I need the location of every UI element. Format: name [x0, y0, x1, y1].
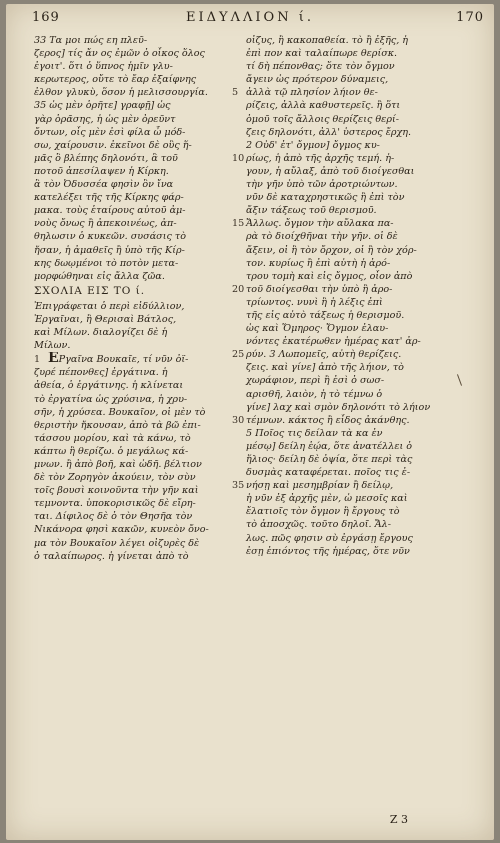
text-line: [232, 322, 478, 335]
line-text: ζεις δηλονότι, ἀλλ' ὑστερος ἔρχη.: [246, 126, 412, 138]
text-line: [232, 440, 478, 453]
line-text: οἰζυς, ἢ κακοπαθεία. τὸ ἢ ἐξῆς, ἡ: [246, 35, 409, 46]
line-text: ποτοῦ ἀπεσίλαψεν ἡ Κίρκη.: [34, 165, 169, 177]
signature-mark: Ζ 3: [389, 813, 408, 826]
line-text: ἀθεία, ὁ ἐργάτινης. ἡ κλίνεται: [34, 380, 184, 392]
line-text: Νικάνορα φησὶ κακῶν, κυνεὸν ὄνο-: [34, 524, 209, 536]
text-line: [34, 471, 232, 484]
text-line: [34, 113, 232, 126]
line-text: ΣΧΟΛΙΑ ΕΙΣ ΤΟ ί.: [34, 284, 146, 297]
text-line: [34, 300, 232, 313]
line-text: αρισθῆ, λαιὸν, ἡ τὸ τέμνω ὁ: [246, 388, 383, 400]
text-line: [232, 283, 478, 296]
line-text: ἐσῃ ἐπιόντος τῆς ἡμέρας, ὅτε νῦν: [246, 545, 410, 557]
line-text: Μίλων.: [34, 340, 71, 352]
line-text: κης δωῳμένοι τὸ ποτὸν μετα-: [34, 257, 179, 269]
text-line: [34, 270, 232, 283]
text-line: [34, 510, 232, 523]
text-line: [232, 361, 478, 374]
text-line: [34, 34, 232, 47]
line-text: κατελέξει τῆς τῆς Κίρκης φάρ-: [34, 192, 184, 204]
text-line: [34, 497, 232, 510]
line-text: ἔλατιοῖς τὸν ὄγμον ἢ ἔργους τὸ: [246, 506, 400, 518]
text-line: [232, 532, 478, 545]
line-text: τὸ ἀποσχῶς. τοῦτο δηλοῖ. Ἄλ-: [246, 519, 392, 531]
line-text: μνων. ἢ ἀπὸ βοῆ, καὶ ὠδῆ. βέλτιον: [34, 459, 202, 470]
line-text: μέσῳ] δείλη ἑῴα, ὅτε ἀνατέλλει ὁ: [246, 440, 413, 452]
text-line: [34, 339, 232, 352]
line-text: νήσῃ καὶ μεσημβρίαν ἢ δείλῳ,: [246, 480, 394, 492]
line-text: νόντες ἑκατέρωθεν ἡμέρας κατ' ἀρ-: [246, 336, 421, 348]
line-text: νοὺς ὄνως ἢ ἀπεκοινέως, ἀπ-: [34, 218, 177, 230]
text-line: [34, 139, 232, 152]
line-text: τοῖς βουσὶ κοινοῦντα τὴν γῆν καὶ: [34, 485, 199, 497]
line-text: τεμνοντα. ὑποκορισικῶς δὲ εἴρη-: [34, 498, 196, 510]
line-number: 5: [232, 87, 239, 99]
line-text: ἐλθον γλυκὺ, ὅσον ἡ μελισσουργία.: [34, 87, 208, 99]
text-line: [232, 178, 478, 191]
line-text: τρου τομὴ καὶ εἰς ὄγμος, οἷον ἀπὸ: [246, 270, 413, 282]
text-line: [34, 230, 232, 243]
text-line: [232, 99, 478, 112]
text-line: [34, 366, 232, 379]
line-text: καὶ Μίλων. διαλογίζει δὲ ἡ: [34, 327, 168, 339]
text-line: [232, 244, 478, 257]
line-number: 10: [232, 152, 245, 164]
line-text: ἄξιν τάξεως τοῦ θερισμοῦ.: [246, 205, 377, 217]
line-text: 35 ὡς μὲν ὁρῆτε] γραφῇ] ὡς: [34, 100, 171, 112]
line-text: θεριστὴν ἤκουσαν, ἀπὸ τὰ βῶ ἐπι-: [34, 419, 201, 431]
text-line: [34, 99, 232, 112]
line-text: τον. κυρίως ἢ ἐπὶ αὐτὴ ἡ ἀρό-: [246, 257, 391, 269]
line-text: μακα. τοὺς ἑταίρους αὐτοῦ ἀμ-: [34, 205, 186, 217]
line-number: 20: [232, 283, 245, 295]
text-line: [34, 285, 232, 298]
line-text: γίνε] λαχ καὶ σμὸν δηλονότι τὸ λήιον: [246, 401, 431, 413]
line-text: ρύν. 3 Λωπομεῖς, αὐτὴ θερίζεις.: [246, 349, 402, 361]
line-text: ὡς καὶ Ὅμηρος· Ὄγμον ἐλαυ-: [246, 323, 389, 335]
text-line: [232, 505, 478, 518]
line-text: γουν, ἡ αὔλαξ, ἀπὸ τοῦ διοίγεσθαι: [246, 165, 415, 177]
line-text: Ργαῖνα Βουκαῖε, τί νῦν ὀϊ-: [58, 354, 189, 366]
line-text: μα τὸν Βουκαῖον λέγει οἰζυρὲς δὲ: [34, 537, 200, 549]
page-number-left: 169: [32, 10, 60, 25]
text-line: [232, 466, 478, 479]
text-line: [34, 379, 232, 392]
text-line: [34, 217, 232, 230]
line-number: 35: [232, 480, 245, 492]
text-line: [232, 152, 478, 165]
line-text: τοῦ διοίγεσθαι τὴν ὑπὸ ἢ ἀρο-: [246, 283, 393, 295]
page-number-right: 170: [456, 10, 484, 25]
line-number: 15: [232, 218, 245, 230]
text-line: [232, 545, 478, 558]
line-text: ρίζεις, ἀλλὰ καθυστερεῖς. ἢ ὅτι: [246, 100, 401, 112]
right-text-column: [232, 34, 478, 558]
text-line: [34, 60, 232, 73]
line-text: δὲ τὸν Ζορηγὸν ἀκούειν, τὸν σὺν: [34, 472, 196, 484]
line-text: τῆς εἰς αὐτὸ τάξεως ἡ θερισμοῦ.: [246, 309, 405, 321]
line-text: κερωτερος, οὔτε τὸ ἔαρ ἐξαίφνης: [34, 74, 197, 86]
line-text: ἀλλὰ τῷ πλησίον λήιον θε-: [246, 87, 378, 99]
text-line: [34, 537, 232, 550]
line-text: σω, χαίρουσιν. ἐκεῖνοι δὲ οὓς ἥ-: [34, 139, 192, 151]
text-line: [34, 550, 232, 563]
line-text: 5 Ποῖος τις δείλαν τὰ κα ἐν: [246, 427, 383, 439]
line-text: Ἄλλως. ὄγμον τὴν αὔλακα πα-: [246, 218, 394, 230]
text-line: [232, 73, 478, 86]
text-line: [232, 47, 478, 60]
line-text: μᾶς ὃ βλέπης δηλονότι, ἃ τοῦ: [34, 152, 178, 164]
text-line: [232, 139, 478, 152]
line-text: 33 Τα μοι πώς εη πλεῦ-: [34, 35, 148, 46]
line-text: ἐγοιτ'. ὅτι ὁ ὕπνος ἡμῖν γλυ-: [34, 61, 173, 73]
line-text: ἄξειν, οἱ ἢ τὸν ὄρχον, οἱ ἢ τὸν χόρ-: [246, 244, 417, 256]
text-line: [232, 230, 478, 243]
line-text: κάπτω ἢ θερίζω. ὁ μεγάλως κά-: [34, 445, 189, 457]
line-text: ἥλιος· δείλη δὲ ὀψία, ὅτε περὶ τὰς: [246, 454, 413, 465]
line-text: τέμνων. κάκτος ἢ εἶδος ἀκάνθης.: [246, 414, 410, 426]
text-line: [232, 414, 478, 427]
text-line: [34, 86, 232, 99]
line-text: τὴν γῆν ὑπὸ τῶν ἀροτριώντων.: [246, 179, 398, 191]
text-line: [232, 388, 478, 401]
line-text: χωράφιον, περὶ ἢ ἐσὶ ὁ σωσ-: [246, 375, 385, 387]
text-line: [232, 270, 478, 283]
line-text: γὰρ ὁρᾶσης, ἡ ὡς μὲν ὀρεῦντ: [34, 113, 176, 125]
text-line: [34, 165, 232, 178]
text-line: [34, 191, 232, 204]
drop-capital: Ε: [48, 352, 59, 367]
text-line: [232, 479, 478, 492]
text-line: [232, 348, 478, 361]
text-line: [34, 47, 232, 60]
text-line: [232, 34, 478, 47]
text-line: [34, 152, 232, 165]
text-line: [34, 126, 232, 139]
text-line: [232, 427, 478, 440]
book-page: [6, 4, 494, 840]
text-line: [34, 406, 232, 419]
text-line: [34, 523, 232, 536]
text-line: [34, 458, 232, 471]
text-line: [232, 217, 478, 230]
line-text: θηλωσιν ὁ κυκεῶν. συσάσις τὸ: [34, 231, 186, 243]
line-text: ἃ τὸν Ὀδυσσέα φησὶν ὃν ἴνα: [34, 179, 174, 191]
text-line: [232, 518, 478, 531]
line-text: ρὰ τὸ διοίχθῆναι τὴν γῆν. οἱ δὲ: [246, 231, 398, 243]
line-number: 30: [232, 414, 245, 426]
line-text: τί δὴ πέπονθας; ὅτε τὸν ὄγμον: [246, 61, 395, 73]
line-text: νῦν δὲ καταχρηστικῶς ἢ ἐπὶ τὸν: [246, 192, 405, 204]
line-text: ἐπὶ πον καὶ ταλαίπωρε θερίσκ.: [246, 48, 398, 60]
text-line: [34, 393, 232, 406]
text-line: [34, 244, 232, 257]
line-text: ἄγειν ὡς πρότερον δύναμεις,: [246, 74, 389, 86]
line-text: λως. πῶς φησιν σὺ ἐργάσῃ ἔργους: [246, 532, 413, 544]
line-text: ἡ νῦν ἐξ ἀρχῆς μὲν, ὡ μεσοῖς καὶ: [246, 493, 408, 505]
line-number: 25: [232, 349, 245, 361]
line-text: ται. Δίφιλος δὲ ὁ τὸν Θησῆα τὸν: [34, 511, 193, 523]
line-text: σῆν, ἡ χρύσεα. Βουκαῖον, οἱ μὲν τὸ: [34, 406, 206, 418]
left-text-column: [34, 34, 232, 563]
text-line: [232, 296, 478, 309]
running-title: ΕΙΔΥΛΛΙΟΝ ί.: [186, 10, 314, 25]
text-line: [232, 60, 478, 73]
text-line: [34, 73, 232, 86]
line-text: ἤσαν, ἡ ἀμαθεῖς ἢ ὑπὸ τῆς Κίρ-: [34, 244, 185, 256]
line-text: δυσμὰς καταφέρεται. ποῖος τις ἐ-: [246, 467, 411, 479]
line-text: ζερος] τίς ἄν ος ἐμῶν ὁ οἶκος ὅλος: [34, 48, 205, 60]
text-line: [34, 326, 232, 339]
line-text: τρίωντος. νυνὶ ἢ ἡ λέξις ἐπὶ: [246, 296, 383, 308]
text-line: [232, 401, 478, 414]
line-number: 1: [34, 354, 41, 366]
line-text: ὁμοῦ τοῖς ἄλλοις θερίζεις θερί-: [246, 113, 399, 125]
text-line: [232, 335, 478, 348]
line-text: τὸ ἐργατίνα ὡς χρύσινα, ἡ χρυ-: [34, 393, 188, 405]
text-line: [34, 419, 232, 432]
line-text: ζεις. καὶ γίνε] ἀπὸ τῆς λήιον, τὸ: [246, 362, 404, 374]
text-line: [34, 313, 232, 326]
line-text: τάσσου μορίου, καὶ τὰ κάνω, τὸ: [34, 432, 191, 444]
text-line: [232, 257, 478, 270]
text-line: [34, 432, 232, 445]
text-line: [232, 191, 478, 204]
line-text: ὁ ταλαίπωρος. ἡ γίνεται ἀπὸ τὸ: [34, 550, 189, 562]
text-line: [34, 204, 232, 217]
text-line: [34, 257, 232, 270]
text-line: [232, 374, 478, 387]
text-line: [232, 126, 478, 139]
text-line: [232, 453, 478, 466]
line-text: ζυρέ πέπονθες] ἐργάτινα. ἡ: [34, 367, 168, 379]
text-line: [34, 178, 232, 191]
text-line: [232, 86, 478, 99]
line-text: Ἐπιγράφεται ὁ περὶ εἰδύλλιον,: [34, 300, 185, 312]
line-text: ρίως, ἡ ἀπὸ τῆς ἀρχῆς τεμή. ἡ-: [246, 152, 395, 164]
text-line: [34, 352, 232, 366]
text-line: [34, 484, 232, 497]
line-text: ὄντων, οἷς μὲν ἐσὶ φίλα ὦ μόδ-: [34, 126, 186, 138]
line-text: 2 Οὐδ' ἐτ' ὄγμον] ὄγμος κυ-: [246, 139, 380, 151]
text-line: [232, 204, 478, 217]
text-line: [34, 445, 232, 458]
line-text: Ἐργαῖναι, ἢ Θερισαὶ Βάτλος,: [34, 313, 177, 325]
text-line: [232, 492, 478, 505]
text-line: [232, 309, 478, 322]
line-text: μορφώθηναι εἰς ἄλλα ζῶα.: [34, 270, 165, 282]
text-line: [232, 165, 478, 178]
text-line: [232, 113, 478, 126]
